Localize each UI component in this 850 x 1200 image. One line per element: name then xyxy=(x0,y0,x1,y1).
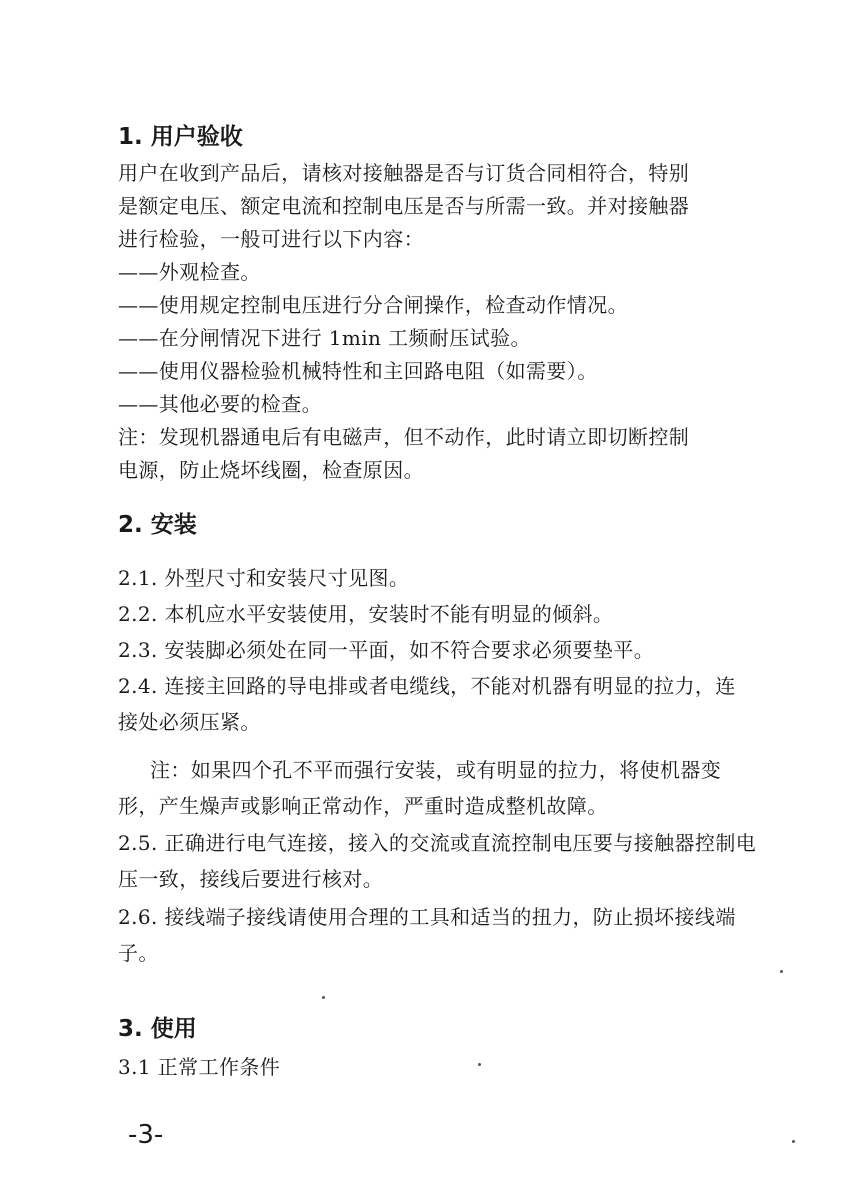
section-2-line: 2.3. 安装脚必须处在同一平面，如不符合要求必须要垫平。 xyxy=(118,638,655,662)
scan-speck xyxy=(478,1063,481,1066)
section-2-heading: 2. 安装 xyxy=(118,512,197,538)
section-2-line: 压一致，接线后要进行核对。 xyxy=(118,867,384,891)
section-2-line: 2.4. 连接主回路的导电排或者电缆线，不能对机器有明显的拉力，连 xyxy=(118,674,736,698)
section-3-heading: 3. 使用 xyxy=(118,1016,197,1042)
section-1-line: ——使用规定控制电压进行分合闸操作，检查动作情况。 xyxy=(118,293,628,317)
section-2-line: 子。 xyxy=(118,941,159,965)
scan-speck xyxy=(322,996,325,999)
section-2-line: 2.1. 外型尺寸和安装尺寸见图。 xyxy=(118,566,410,590)
section-2-note: 注：如果四个孔不平而强行安装，或有明显的拉力，将使机器变 xyxy=(150,758,722,782)
section-2-line: 2.6. 接线端子接线请使用合理的工具和适当的扭力，防止损坏接线端 xyxy=(118,905,736,929)
section-1-line: ——使用仪器检验机械特性和主回路电阻（如需要）。 xyxy=(118,359,598,383)
section-1-note: 注：发现机器通电后有电磁声，但不动作，此时请立即切断控制 xyxy=(118,425,690,449)
section-3-line: 3.1 正常工作条件 xyxy=(118,1055,281,1079)
section-1-note: 电源，防止烧坏线圈，检查原因。 xyxy=(118,458,424,482)
section-1-line: ——外观检查。 xyxy=(118,260,261,284)
section-1-line: 用户在收到产品后，请核对接触器是否与订货合同相符合，特别 xyxy=(118,161,690,185)
section-1-heading: 1. 用户验收 xyxy=(118,124,243,150)
section-1-line: 是额定电压、额定电流和控制电压是否与所需一致。并对接触器 xyxy=(118,194,690,218)
section-1-line: ——其他必要的检查。 xyxy=(118,392,322,416)
scan-speck xyxy=(780,970,783,973)
section-1-line: ——在分闸情况下进行 1min 工频耐压试验。 xyxy=(118,326,531,350)
section-2-line: 2.5. 正确进行电气连接，接入的交流或直流控制电压要与接触器控制电 xyxy=(118,831,757,855)
page-number: -3- xyxy=(128,1120,164,1150)
scan-speck xyxy=(792,1140,795,1143)
section-2-line: 接处必须压紧。 xyxy=(118,710,261,734)
section-1-line: 进行检验，一般可进行以下内容： xyxy=(118,227,424,251)
section-2-line: 2.2. 本机应水平安装使用，安装时不能有明显的倾斜。 xyxy=(118,602,614,626)
section-2-note: 形，产生燥声或影响正常动作，严重时造成整机故障。 xyxy=(118,794,608,818)
